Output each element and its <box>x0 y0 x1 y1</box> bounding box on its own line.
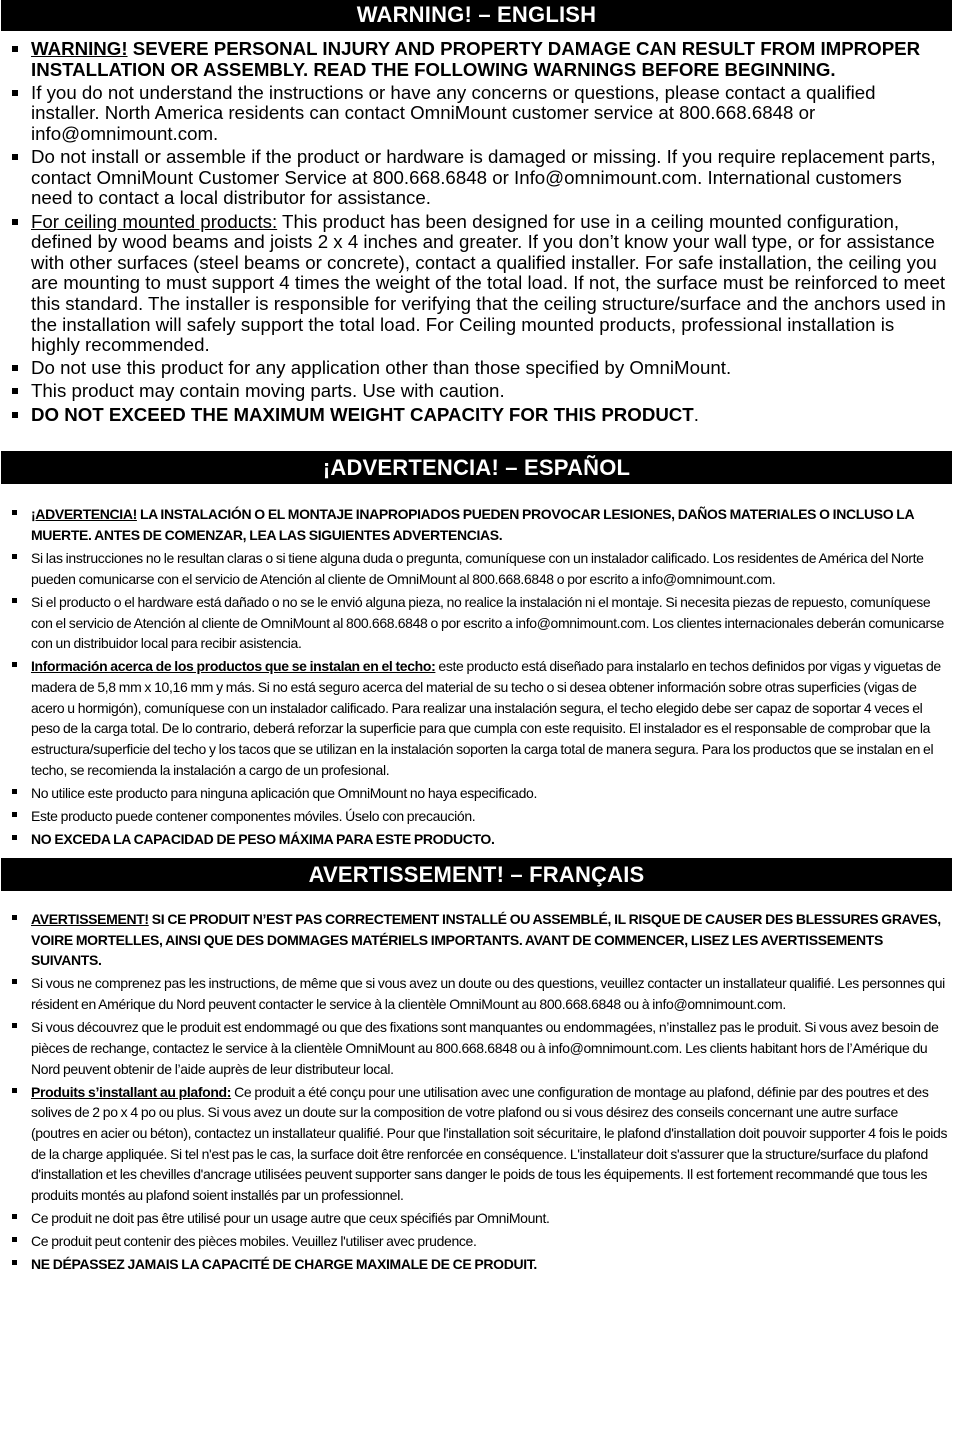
list-item: Información acerca de los productos que se instalan en el techo: este producto está diseñado para instalarlo en techos definidos por vigas y viguetas de madera de 5,8 mm x 10,16 mm y más. Si no está seguro acerca del material de su techo o si desea obtener información sobre otras superficies (vigas de acero u hormigón), comuníquese con un instalador calificado. Para realizar una instalación segura, el techo elegido debe ser capaz de soportar 4 veces el peso de la carga total. De lo contrario, deberá reforzar la superficie para que cumpla con este requisito. El instalador es el responsable de comprobar que la estructura/superficie del techo y los tacos que se utilizan en la instalación soporten la carga total de manera segura. Para los productos que se instalan en el techo, se recomienda la instalación a cargo de un profesional. <box>0 656 954 780</box>
warning-list-english <box>0 39 954 425</box>
list-item: NO EXCEDA LA CAPACIDAD DE PESO MÁXIMA PARA ESTE PRODUCTO. <box>0 829 954 850</box>
list-item: NE DÉPASSEZ JAMAIS LA CAPACITÉ DE CHARGE MAXIMALE DE CE PRODUIT. <box>0 1254 954 1275</box>
section-header-spanish: ¡ADVERTENCIA! – ESPAÑOL <box>1 451 952 484</box>
list-item: ¡ADVERTENCIA! LA INSTALACIÓN O EL MONTAJE INAPROPIADOS PUEDEN PROVOCAR LESIONES, DAÑOS MATERIALES O INCLUSO LA MUERTE. ANTES DE COMENZAR, LEA LAS SIGUIENTES ADVERTENCIAS. <box>0 504 954 545</box>
list-item: WARNING! SEVERE PERSONAL INJURY AND PROPERTY DAMAGE CAN RESULT FROM IMPROPER INSTALLATION OR ASSEMBLY. READ THE FOLLOWING WARNINGS BEFORE BEGINNING. <box>0 39 954 80</box>
list-item: Do not install or assemble if the product or hardware is damaged or missing. If you require replacement parts, contact OmniMount Customer Service at 800.668.6848 or Info@omnimount.com. International customers need to contact a local distributor for assistance. <box>0 147 954 209</box>
list-item: DO NOT EXCEED THE MAXIMUM WEIGHT CAPACITY FOR THIS PRODUCT. <box>0 405 954 426</box>
list-item: This product may contain moving parts. Use with caution. <box>0 381 954 402</box>
list-item: Si vous découvrez que le produit est endommagé ou que des fixations sont manquantes ou endommagées, n’installez pas le produit. Si vous avez besoin de pièces de rechange, contactez le service à la clientèle OmniMount au 800.668.6848 ou à info@omnimount.com. Les clients habitant hors de l’Amérique du Nord peuvent obtenir de l’aide auprès de leur distributeur local. <box>0 1017 954 1079</box>
list-item: Produits s’installant au plafond: Ce produit a été conçu pour une utilisation avec une configuration de montage au plafond, définie par des poutres et des solives de 2 po x 4 po ou plus. Si vous avez un doute sur la composition de votre plafond ou si vous désirez des conseils concernant une autre surface (poutres en acier ou béton), contactez un installateur qualifié. Pour que l'installation soit sécuritaire, le plafond d'installation doit pouvoir supporter 4 fois le poids de la charge appliquée. Si tel n'est pas le cas, la surface doit être renforcée en conséquence. L'installateur doit s'assurer que la structure/surface du plafond d'installation et les chevilles d'ancrage utilisées peuvent supporter sans danger le poids de tous les équipements. Il est fortement recommandé que tous les produits montés au plafond soient installés par un professionnel. <box>0 1082 954 1206</box>
list-item: No utilice este producto para ninguna aplicación que OmniMount no haya especificado. <box>0 783 954 804</box>
section-header-english: WARNING! – ENGLISH <box>1 0 952 31</box>
warning-list-french <box>0 909 954 1275</box>
list-item: Si el producto o el hardware está dañado o no se le envió alguna pieza, no realice la instalación ni el montaje. Si necesita piezas de repuesto, comuníquese con el servicio de Atención al cliente de OmniMount al 800.668.6848 o por escrito a info@omnimount.com. Los clientes internacionales deberán comunicarse con un distribuidor local para recibir asistencia. <box>0 592 954 654</box>
warning-list-spanish <box>0 504 954 850</box>
list-item: If you do not understand the instructions or have any concerns or questions, please contact a qualified installer. North America residents can contact OmniMount customer service at 800.668.6848 or info@omnimount.com. <box>0 83 954 145</box>
list-item: Si vous ne comprenez pas les instructions, de même que si vous avez un doute ou des questions, veuillez contacter un installateur qualifié. Les personnes qui résident en Amérique du Nord peuvent contacter le service à la clientèle OmniMount au 800.668.6848 ou à info@omnimount.com. <box>0 973 954 1014</box>
list-item: For ceiling mounted products: This product has been designed for use in a ceiling mounted configuration, defined by wood beams and joists 2 x 4 inches and greater. If you don’t know your wall type, or for assistance with other surfaces (steel beams or concrete), contact a qualified installer. For safe installation, the ceiling you are mounting to must support 4 times the weight of the total load. If not, the surface must be reinforced to meet this standard. The installer is responsible for verifying that the ceiling structure/surface and the anchors used in the installation will safely support the total load. For Ceiling mounted products, professional installation is highly recommended. <box>0 212 954 356</box>
list-item: Ce produit ne doit pas être utilisé pour un usage autre que ceux spécifiés par OmniMount. <box>0 1208 954 1229</box>
list-item: Do not use this product for any application other than those specified by OmniMount. <box>0 358 954 379</box>
list-item: Ce produit peut contenir des pièces mobiles. Veuillez l'utiliser avec prudence. <box>0 1231 954 1252</box>
list-item: AVERTISSEMENT! SI CE PRODUIT N’EST PAS CORRECTEMENT INSTALLÉ OU ASSEMBLÉ, IL RISQUE DE CAUSER DES BLESSURES GRAVES, VOIRE MORTELLES, AINSI QUE DES DOMMAGES MATÉRIELS IMPORTANTS. AVANT DE COMMENCER, LISEZ LES AVERTISSEMENTS SUIVANTS. <box>0 909 954 971</box>
list-item: Este producto puede contener componentes móviles. Úselo con precaución. <box>0 806 954 827</box>
list-item: Si las instrucciones no le resultan claras o si tiene alguna duda o pregunta, comuníquese con un instalador calificado. Los residentes de América del Norte pueden comunicarse con el servicio de Atención al cliente de OmniMount al 800.668.6848 o por escrito a info@omnimount.com. <box>0 548 954 589</box>
section-header-french: AVERTISSEMENT! – FRANÇAIS <box>1 858 952 891</box>
